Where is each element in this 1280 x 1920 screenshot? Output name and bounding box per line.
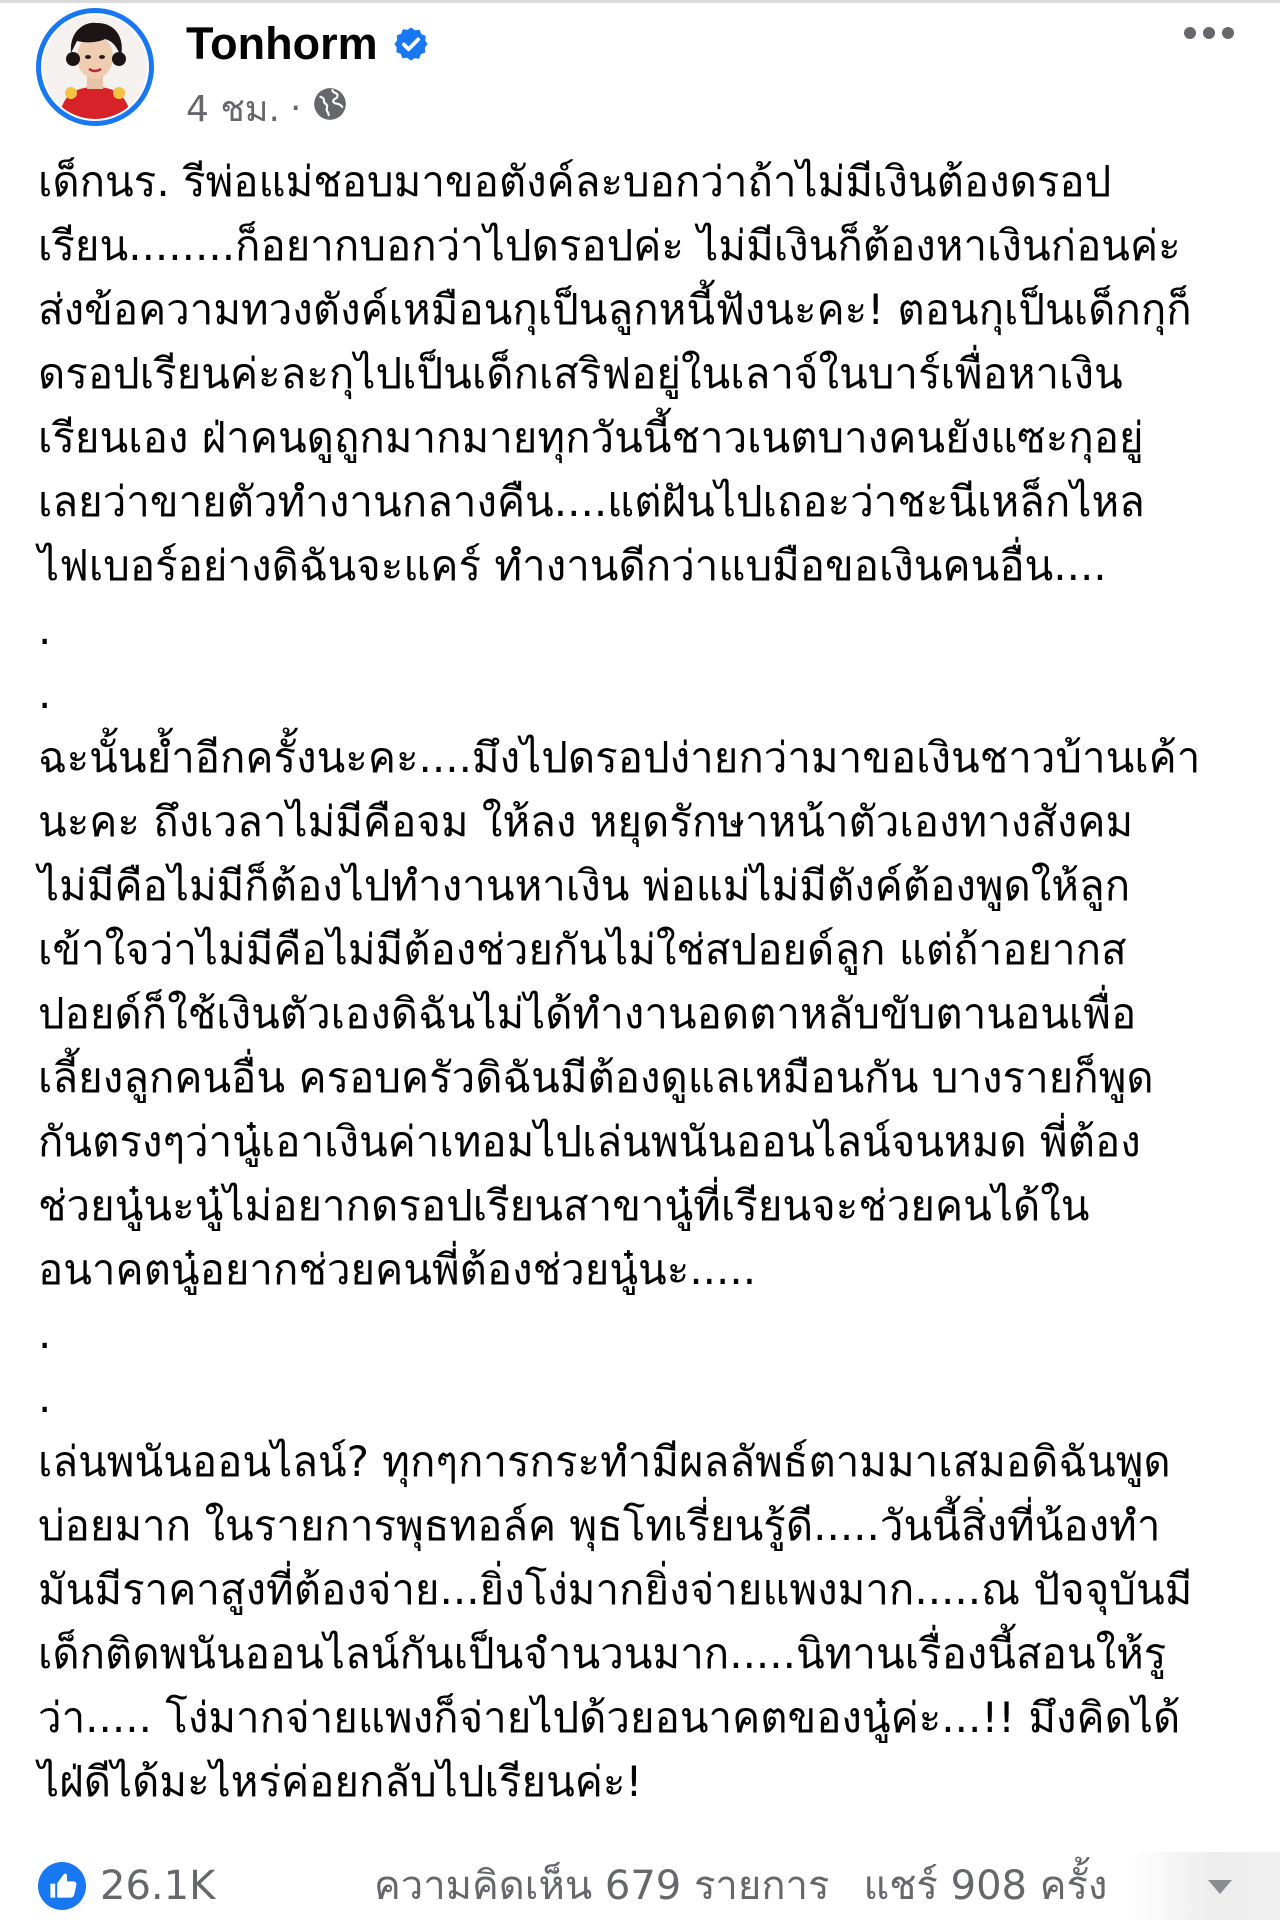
post-text-line: เล่นพนันออนไลน์? ทุกๆการกระทำมีผลลัพธ์ตามมาเสมอดิฉันพูด [38,1437,1171,1486]
post-text-line: ไฟเบอร์อย่างดิฉันจะแคร์ ทำงานดีกว่าแบมือขอเงินคนอื่น.... [38,541,1107,590]
post-text-line: กันตรงๆว่านู๋เอาเงินค่าเทอมไปเล่นพนันออนไลน์จนหมด พี่ต้อง [38,1117,1141,1166]
post-text-line: เด็กติดพนันออนไลน์กันเป็นจำนวนมาก.....นิทานเรื่องนี้สอนให้รู [38,1629,1167,1678]
post-text-line: เรียนเอง ฝ่าคนดูถูกมากมายทุกวันนี้ชาวเนตบางคนยังแซะกุอยู่ [38,413,1144,462]
post-text-line: ช่วยนู๋นะนู๋ไม่อยากดรอปเรียนสาขานู๋ที่เรียนจะช่วยคนได้ใน [38,1181,1090,1230]
post-text-line: ไฝ่ดีได้มะไหร่ค่อยกลับไปเรียนค่ะ! [38,1757,643,1806]
post-text-line: เลี้ยงลูกคนอื่น ครอบครัวดิฉันมีต้องดูแลเหมือนกัน บางรายก็พูด [38,1053,1154,1102]
post-text-line: . [38,1373,52,1422]
post-meta [186,80,349,136]
globe-icon [311,85,349,132]
post-text-line: อนาคตนู๋อยากช่วยคนพี่ต้องช่วยนู๋นะ..... [38,1245,757,1294]
more-options-icon[interactable] [1174,8,1244,58]
chevron-down-icon[interactable] [1206,1878,1234,1900]
avatar-image [41,13,149,121]
post-text-line: นะคะ ถึงเวลาไม่มีคือจม ให้ลง หยุดรักษาหน้าตัวเองทางสังคม [38,797,1134,846]
post-header [186,12,430,76]
post-text-line: . [38,1309,52,1358]
post-text-line: มันมีราคาสูงที่ต้องจ่าย...ยิ่งโง่มากยิ่งจ่ายแพงมาก.....ณ ปัจจุบันมี [38,1565,1193,1614]
post-text-line: ส่งข้อความทวงตังค์เหมือนกุเป็นลูกหนี้ฟังนะคะ! ตอนกุเป็นเด็กกุก็ [38,285,1192,334]
share-count[interactable]: แชร์ 908 ครั้ง [863,1863,1108,1909]
thumbs-up-icon[interactable] [38,1862,86,1914]
post-time[interactable]: 4 ชม. [186,88,280,130]
post-text-line: ฉะนั้นย้ำอีกครั้งนะคะ....มึงไปดรอปง่ายกว่ามาขอเงินชาวบ้านเค้า [38,733,1201,782]
engagement-stats [374,1858,1107,1914]
post-footer [0,1852,1280,1920]
author-name[interactable]: Tonhorm [186,18,378,69]
post-text-line: เข้าใจว่าไม่มีคือไม่มีต้องช่วยกันไม่ใช่สปอยด์ลูก แต่ถ้าอยากส [38,925,1127,974]
top-divider [0,0,1280,3]
reaction-count[interactable]: 26.1K [100,1863,216,1909]
post-text-line: . [38,669,52,718]
post-text-line: เด็กนร. รีพ่อแม่ชอบมาขอตังค์ละบอกว่าถ้าไม่มีเงินต้องดรอป [38,157,1112,206]
avatar[interactable] [36,8,154,126]
post-text-line: ดรอปเรียนค่ะละกุไปเป็นเด็กเสริฟอยู่ในเลาจ์ในบาร์เพื่อหาเงิน [38,349,1123,398]
post-text [38,150,1250,1814]
post-text-line: บ่อยมาก ในรายการพุธทอล์ค พุธโทเรี่ยนรู้ดี.....วันนี้สิ่งที่น้องทำ [38,1501,1161,1550]
post-text-line: ว่า..... โง่มากจ่ายแพงก็จ่ายไปด้วยอนาคตของนู๋ค่ะ...!! มึงคิดได้ [38,1693,1181,1742]
post-text-line: เรียน........ก็อยากบอกว่าไปดรอปค่ะ ไม่มีเงินก็ต้องหาเงินก่อนค่ะ [38,221,1181,270]
meta-separator: · [289,87,302,129]
post-text-line: ปอยด์ก็ใช้เงินตัวเองดิฉันไม่ได้ทำงานอดตาหลับขับตานอนเพื่อ [38,989,1137,1038]
post-text-line: ไม่มีคือไม่มีก็ต้องไปทำงานหาเงิน พ่อแม่ไม่มีตังค์ต้องพูดให้ลูก [38,861,1131,910]
post-text-line: เลยว่าขายตัวทำงานกลางคืน....แต่ฝันไปเถอะว่าชะนีเหล็กไหล [38,477,1145,526]
comment-count[interactable]: ความคิดเห็น 679 รายการ [374,1863,830,1909]
verified-badge-icon [392,25,430,63]
post-text-line: . [38,605,52,654]
footer-fade [1130,1852,1280,1920]
